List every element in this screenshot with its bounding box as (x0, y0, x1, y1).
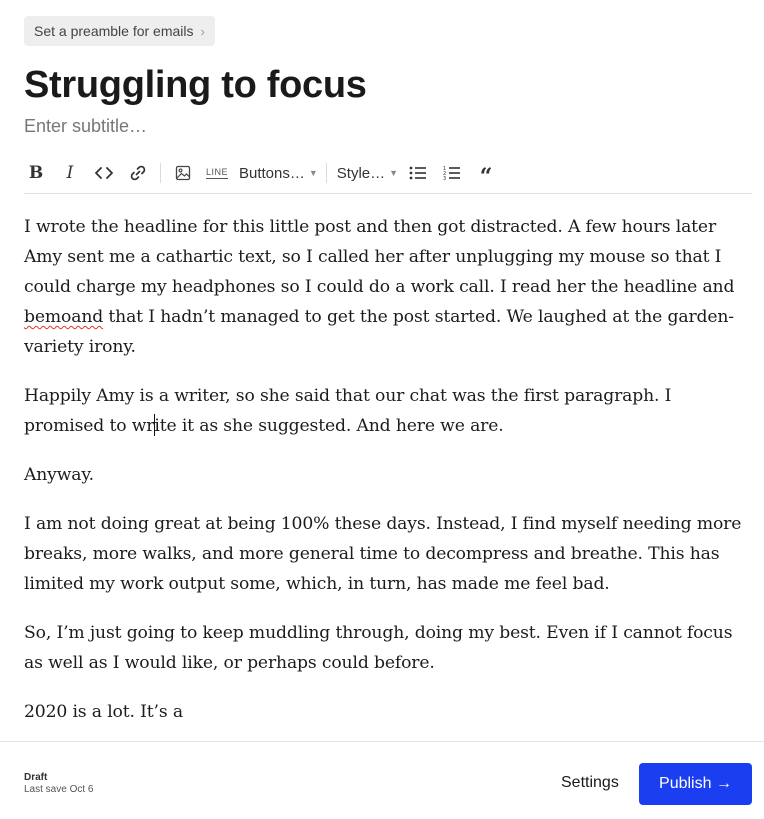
toolbar-divider (326, 163, 327, 183)
paragraph-text: that I hadn’t managed to get the post started. We laughed at the garden-variety irony. (24, 307, 734, 357)
paragraph: I am not doing great at being 100% these days. Instead, I find myself needing more breaks, more walks, and more general time to decompress and breathe. This has limited my work output some, which, in turn, has made me feel bad. (24, 514, 742, 594)
link-icon[interactable] (126, 159, 150, 187)
style-dropdown[interactable] (337, 159, 398, 187)
paragraph: Anyway. (24, 465, 94, 485)
preamble-label: Set a preamble for emails (34, 23, 194, 39)
caret-down-icon: ▼ (389, 168, 399, 178)
editor-toolbar (24, 158, 752, 188)
style-dropdown-label: Style… (336, 164, 386, 182)
post-body[interactable] (24, 212, 752, 746)
code-icon[interactable] (92, 159, 116, 187)
paragraph (24, 212, 752, 362)
line-icon[interactable] (205, 159, 229, 187)
misspelled-word[interactable]: bemoand (24, 307, 104, 327)
svg-text:1: 1 (443, 166, 447, 172)
paragraph: So, I’m just going to keep muddling through, doing my best. Even if I cannot focus as well as I would like, or perhaps could before. (24, 623, 733, 673)
settings-button[interactable]: Settings (561, 774, 619, 791)
chevron-right-icon: › (200, 23, 205, 39)
bullet-list-icon[interactable] (406, 159, 430, 187)
paragraph-text: Happily Amy is a writer, so she said that our chat was the first paragraph. I promised to wr (24, 386, 672, 436)
toolbar-divider (160, 163, 161, 183)
paragraph: 2020 is a lot. It’s a (24, 702, 183, 722)
quote-icon[interactable]: “ (479, 164, 493, 190)
bullet-list-glyph (409, 165, 427, 181)
image-icon[interactable] (171, 159, 195, 187)
code-glyph (95, 166, 113, 180)
caret-down-icon: ▼ (308, 168, 318, 178)
draft-status: Draft (24, 772, 48, 783)
subtitle-input[interactable]: Enter subtitle… (24, 116, 148, 136)
link-glyph (129, 164, 147, 182)
footer-divider (0, 741, 764, 742)
svg-text:2: 2 (443, 171, 447, 177)
line-label: LINE (205, 166, 228, 177)
svg-text:3: 3 (443, 176, 447, 181)
numbered-list-glyph (443, 165, 461, 181)
buttons-dropdown[interactable] (239, 159, 318, 187)
post-title[interactable]: Struggling to focus (24, 64, 367, 106)
numbered-list-icon[interactable] (440, 159, 464, 187)
paragraph (24, 381, 752, 441)
paragraph-text: I wrote the headline for this little post and then got distracted. A few hours later Amy sent me a cathartic text, so I called her after unplugging my mouse so that I could charge my headphones so I could do a work call. I read her the headline and (24, 217, 735, 297)
publish-button[interactable]: Publish → (639, 763, 752, 805)
italic-icon[interactable]: I (66, 163, 74, 183)
buttons-dropdown-label: Buttons… (239, 164, 305, 182)
bold-icon[interactable]: B (28, 163, 44, 183)
toolbar-divider-line (24, 193, 752, 194)
last-save-time: Last save Oct 6 (24, 784, 94, 795)
preamble-button[interactable] (24, 16, 215, 46)
image-glyph (175, 165, 191, 181)
paragraph-text: ite it as she suggested. And here we are. (154, 416, 504, 436)
